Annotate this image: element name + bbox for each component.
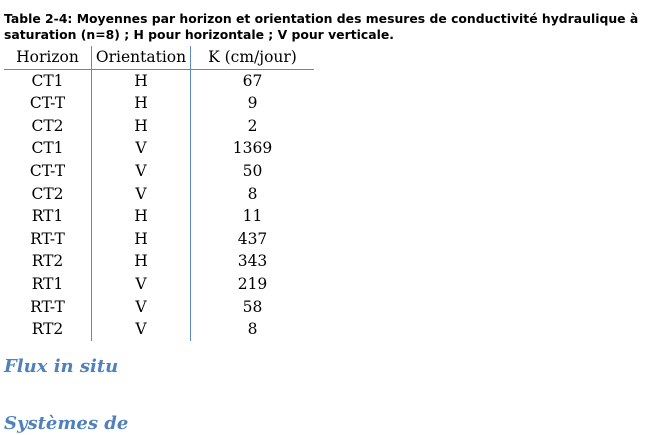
cell-k: 1369: [191, 137, 315, 160]
cell-horizon: RT1: [31, 207, 64, 226]
header-horizon: Horizon: [4, 46, 92, 69]
cell-k: 8: [191, 318, 315, 341]
table-row: [4, 92, 314, 115]
cell-k: 437: [191, 228, 315, 251]
cell-horizon: CT2: [31, 184, 64, 203]
cell-k: 67: [191, 69, 315, 92]
table-row: [4, 205, 314, 228]
table-row: [4, 183, 314, 206]
cell-k: 9: [191, 92, 315, 115]
cell-k: 11: [191, 205, 315, 228]
cell-orientation: H: [92, 115, 191, 138]
conductivity-table: [4, 46, 314, 341]
table-row: [4, 115, 314, 138]
cell-orientation: H: [92, 228, 191, 251]
table-row: [4, 273, 314, 296]
cell-orientation: H: [92, 92, 191, 115]
table-caption: Table 2-4: Moyennes par horizon et orientation des mesures de conductivité hydraulique à saturation (n=8) ; H pour horizontale ; V pour verticale.: [4, 11, 639, 42]
table-row: [4, 296, 314, 319]
next-section-heading: Systèmes de: [4, 413, 129, 434]
section-heading: Flux in situ: [4, 356, 119, 377]
cell-horizon: CT2: [31, 116, 64, 135]
table-row: [4, 137, 314, 160]
cell-k: 343: [191, 250, 315, 273]
cell-orientation: V: [92, 137, 191, 160]
cell-k: 58: [191, 296, 315, 319]
cell-orientation: V: [92, 183, 191, 206]
header-orientation: Orientation: [92, 46, 191, 69]
cell-horizon: CT-T: [29, 161, 66, 180]
cell-orientation: H: [92, 205, 191, 228]
cell-orientation: V: [92, 160, 191, 183]
cell-orientation: H: [92, 250, 191, 273]
cell-orientation: V: [92, 273, 191, 296]
cell-k: 50: [191, 160, 315, 183]
cell-k: 219: [191, 273, 315, 296]
table-row: [4, 318, 314, 341]
header-k: K (cm/jour): [191, 46, 315, 69]
cell-horizon: CT1: [31, 139, 64, 158]
cell-horizon: RT2: [31, 252, 64, 271]
cell-orientation: H: [92, 69, 191, 92]
cell-orientation: V: [92, 296, 191, 319]
cell-k: 2: [191, 115, 315, 138]
table-row: [4, 69, 314, 92]
table-row: [4, 228, 314, 251]
table-row: [4, 160, 314, 183]
table-header-row: [4, 46, 314, 69]
cell-horizon: RT2: [31, 320, 64, 339]
cell-horizon: RT1: [31, 274, 64, 293]
cell-horizon: RT-T: [30, 297, 65, 316]
cell-k: 8: [191, 183, 315, 206]
cell-orientation: V: [92, 318, 191, 341]
cell-horizon: RT-T: [30, 229, 65, 248]
table-row: [4, 250, 314, 273]
cell-horizon: CT-T: [29, 94, 66, 113]
cell-horizon: CT1: [31, 71, 64, 90]
